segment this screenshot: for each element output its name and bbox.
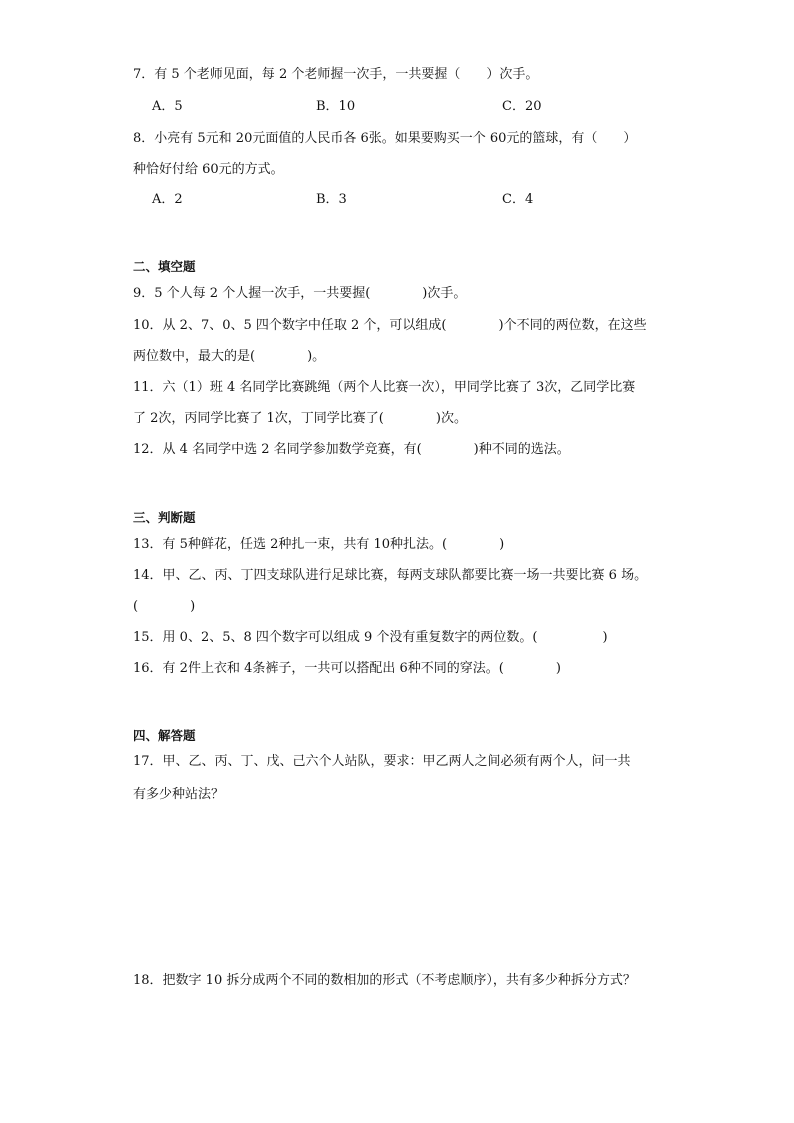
q15: 15．用 0、2、5、8 四个数字可以组成 9 个没有重复数字的两位数。( ) [133,630,608,645]
q10-line2: 两位数中，最大的是( )。 [133,349,326,364]
q14-line2: ( ) [133,599,196,614]
q18: 18．把数字 10 拆分成两个不同的数相加的形式（不考虑顺序），共有多少种拆分方式？ [133,973,636,988]
q7-option-b: B．10 [316,99,356,114]
q13: 13．有 5种鲜花，任选 2种扎一束，共有 10种扎法。( ) [133,537,505,552]
section-3-heading: 三、判断题 [133,510,196,525]
q9: 9．5 个人每 2 个人握一次手，一共要握( )次手。 [133,286,467,301]
q11-line2: 了 2次，丙同学比赛了 1次，丁同学比赛了( )次。 [133,411,467,426]
q10-line1: 10．从 2、7、0、5 四个数字中任取 2 个，可以组成( )个不同的两位数，在这些 [133,318,647,333]
q7-stem: 7．有 5 个老师见面，每 2 个老师握一次手，一共要握（ ）次手。 [133,67,539,82]
q7-option-c: C．20 [502,99,542,114]
q17-line1: 17．甲、乙、丙、丁、戊、己六个人站队，要求：甲乙两人之间必须有两个人，问一共 [133,754,631,769]
q8-stem-line2: 种恰好付给 60元的方式。 [133,162,284,177]
q8-option-b: B．3 [316,192,347,207]
q8-stem-line1: 8．小亮有 5元和 20元面值的人民币各 6张。如果要购买一个 60元的篮球，有（ ） [133,131,637,146]
q16: 16．有 2件上衣和 4条裤子，一共可以搭配出 6种不同的穿法。( ) [133,661,561,676]
q8-option-c: C．4 [502,192,534,207]
q12: 12．从 4 名同学中选 2 名同学参加数学竞赛，有( )种不同的选法。 [133,442,570,457]
section-2-heading: 二、填空题 [133,259,196,274]
q8-option-a: A．2 [152,192,183,207]
q7-option-a: A．5 [152,99,183,114]
q17-line2: 有多少种站法？ [133,787,225,802]
section-4-heading: 四、解答题 [133,728,196,743]
q11-line1: 11．六（1）班 4 名同学比赛跳绳（两个人比赛一次），甲同学比赛了 3次，乙同学比赛 [133,380,636,395]
q14-line1: 14．甲、乙、丙、丁四支球队进行足球比赛，每两支球队都要比赛一场一共要比赛 6 场。 [133,568,648,583]
